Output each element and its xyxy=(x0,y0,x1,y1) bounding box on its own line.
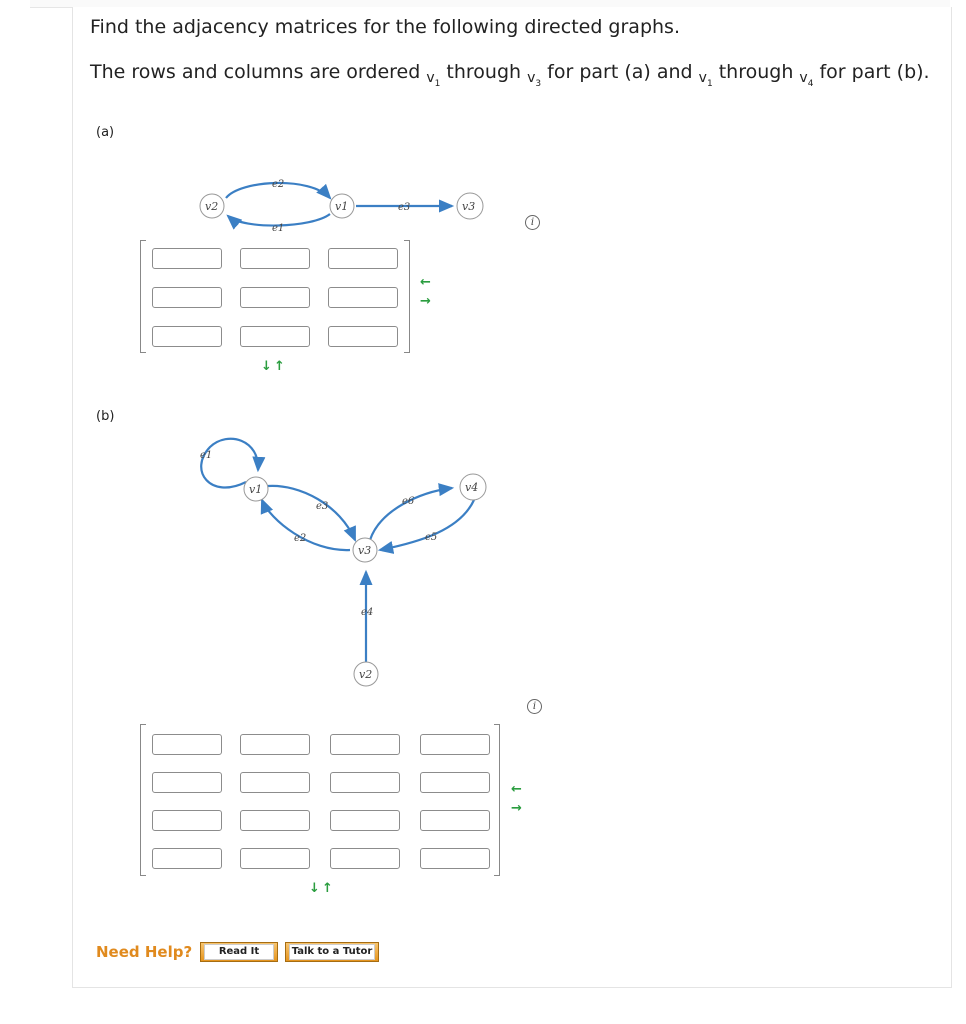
bracket-left xyxy=(140,724,146,876)
remove-row-icon[interactable]: ↑ xyxy=(274,359,285,374)
add-row-icon[interactable]: ↓ xyxy=(309,881,320,896)
edge-b-e6-label: e6 xyxy=(402,496,415,507)
matrix-b-cell[interactable] xyxy=(152,848,222,869)
bracket-right xyxy=(494,724,500,876)
edge-b-e1-label: e1 xyxy=(200,450,213,461)
node-a-v3-label: v3 xyxy=(462,200,476,213)
read-it-button[interactable]: Read It xyxy=(200,942,278,962)
remove-row-icon[interactable]: ↑ xyxy=(322,881,333,896)
edge-a-e3-label: e3 xyxy=(398,202,411,213)
edge-b-e5-label: e5 xyxy=(425,532,438,543)
matrix-b-cell[interactable] xyxy=(240,848,310,869)
matrix-b-cell[interactable] xyxy=(330,772,400,793)
edge-b-e3 xyxy=(268,486,355,540)
part-a-label: (a) xyxy=(96,125,115,140)
info-icon[interactable]: i xyxy=(525,215,540,230)
remove-column-icon[interactable]: ← xyxy=(420,275,431,290)
node-a-v2-label: v2 xyxy=(205,200,219,213)
matrix-b-cell[interactable] xyxy=(420,734,490,755)
node-b-v3-label: v3 xyxy=(358,544,372,557)
matrix-b-cell[interactable] xyxy=(152,810,222,831)
matrix-b-cell[interactable] xyxy=(240,810,310,831)
info-icon[interactable]: i xyxy=(527,699,542,714)
matrix-b-cell[interactable] xyxy=(420,848,490,869)
node-b-v2-label: v2 xyxy=(359,668,373,681)
matrix-b-cell[interactable] xyxy=(420,772,490,793)
edge-b-e4-label: e4 xyxy=(361,607,374,618)
remove-column-icon[interactable]: ← xyxy=(511,782,522,797)
edge-a-e1-label: e1 xyxy=(272,223,285,234)
node-a-v1-label: v1 xyxy=(335,200,349,213)
add-row-icon[interactable]: ↓ xyxy=(261,359,272,374)
matrix-b-cell[interactable] xyxy=(330,734,400,755)
ordering-instructions: The rows and columns are ordered $_{v_1}$ through $_{v_3}$ for part (a) and $_{v_1}$ through $_{v_4}$ for part (b). xyxy=(90,61,930,89)
talk-to-tutor-button[interactable]: Talk to a Tutor xyxy=(285,942,379,962)
add-column-icon[interactable]: → xyxy=(511,801,522,816)
question-text: Find the adjacency matrices for the following directed graphs. xyxy=(90,16,680,38)
edge-a-e2-label: e2 xyxy=(272,179,285,190)
matrix-b-cell[interactable] xyxy=(240,772,310,793)
edge-b-e2-label: e2 xyxy=(294,533,307,544)
edge-b-e3-label: e3 xyxy=(316,501,329,512)
matrix-b-cell[interactable] xyxy=(240,734,310,755)
matrix-b-cell[interactable] xyxy=(152,772,222,793)
matrix-b-cell[interactable] xyxy=(330,848,400,869)
node-b-v1-label: v1 xyxy=(249,483,263,496)
matrix-b-cell[interactable] xyxy=(330,810,400,831)
need-help-label: Need Help? xyxy=(96,943,193,961)
add-column-icon[interactable]: → xyxy=(420,294,431,309)
node-b-v4-label: v4 xyxy=(465,481,479,494)
matrix-b-cell[interactable] xyxy=(152,734,222,755)
matrix-b-cell[interactable] xyxy=(420,810,490,831)
part-b-label: (b) xyxy=(96,409,115,424)
